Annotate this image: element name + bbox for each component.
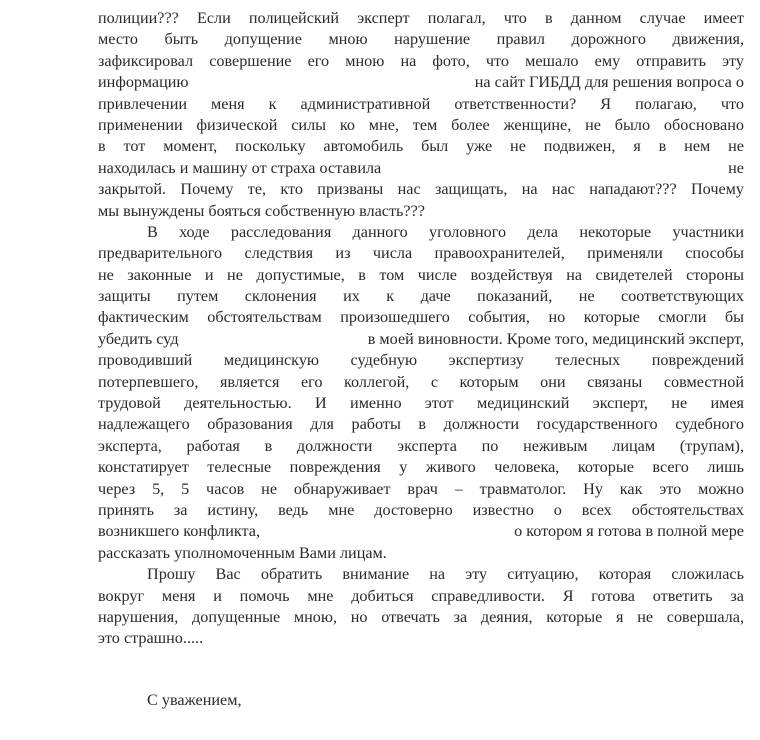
- text-line: предварительного следствия из числа правоохранителей, применяли способы: [98, 244, 744, 263]
- text-fragment-left: информацию: [98, 73, 189, 92]
- text-line: применении физической силы ко мне, тем более женщине, не было обосновано: [98, 115, 744, 134]
- text-line: рассказать уполномоченным Вами лицам.: [98, 543, 387, 562]
- text-line: привлечении меня к административной ответственности? Я полагаю, что: [98, 94, 744, 113]
- text-fragment-right: в моей виновности. Кроме того, медицинский эксперт,: [367, 329, 744, 348]
- text-line: через 5, 5 часов не обнаруживает врач – травматолог. Ну как это можно: [98, 479, 744, 498]
- text-fragment-left: убедить суд: [98, 329, 179, 348]
- document-page: [98, 8, 744, 650]
- text-line: место быть допущение мною нарушение правил дорожного движения,: [98, 30, 744, 49]
- text-line: В ходе расследования данного уголовного дела некоторые участники: [147, 222, 744, 241]
- text-line: надлежащего образования для работы в должности государственного судебного: [98, 415, 744, 434]
- text-line: это страшно.....: [98, 629, 204, 648]
- text-line: мы вынуждены бояться собственную власть???: [98, 201, 425, 220]
- text-line: не законные и не допустимые, в том числе воздействуя на свидетелей стороны: [98, 265, 744, 284]
- text-line: вокруг меня и помочь мне добиться справедливости. Я готова ответить за: [98, 586, 744, 605]
- text-line: полиции??? Если полицейский эксперт полагал, что в данном случае имеет: [98, 9, 744, 27]
- text-line: эксперта, работая в должности эксперта по неживым лицам (трупам),: [98, 436, 744, 455]
- text-line: в тот момент, поскольку автомобиль был уже не подвижен, я в нем не: [98, 137, 744, 156]
- paragraph-2: [98, 222, 744, 564]
- text-fragment-left: возникшего конфликта,: [98, 522, 261, 541]
- text-fragment-right: о котором я готова в полной мере: [514, 522, 744, 541]
- paragraph-1: [98, 8, 744, 222]
- text-fragment-left: находилась и машину от страха оставила: [98, 158, 382, 177]
- text-line: защиты путем склонения их к даче показаний, не соответствующих: [98, 287, 744, 306]
- text-line: констатирует телесные повреждения у живого человека, которые всего лишь: [98, 458, 744, 477]
- text-line: Прошу Вас обратить внимание на эту ситуацию, которая сложилась: [147, 565, 744, 584]
- text-line: нарушения, допущенные мною, но отвечать за деяния, которые я не совершала,: [98, 607, 744, 626]
- text-line: трудовой деятельностью. И именно этот медицинский эксперт, не имея: [98, 394, 744, 413]
- text-line: принять за истину, ведь мне достоверно известно о всех обстоятельствах: [98, 500, 744, 519]
- text-line: зафиксировал совершение его мною на фото, что мешало ему отправить эту: [98, 51, 744, 70]
- text-line: потерпевшего, является его коллегой, с которым они связаны совместной: [98, 372, 744, 391]
- text-fragment-right: не: [728, 158, 744, 177]
- text-line-with-gap: [98, 72, 744, 93]
- closing-salutation: С уважением,: [147, 691, 242, 709]
- text-line-with-gap: [98, 521, 744, 542]
- text-fragment-right: на сайт ГИБДД для решения вопроса о: [474, 73, 744, 92]
- text-line-with-gap: [98, 329, 744, 350]
- text-line: фактическим обстоятельствам произошедшего события, но которые смогли бы: [98, 308, 744, 327]
- text-line: закрытой. Почему те, кто призваны нас защищать, на нас нападают??? Почему: [98, 180, 744, 199]
- text-line: проводивший медицинскую судебную экспертизу телесных повреждений: [98, 351, 744, 370]
- paragraph-3: [98, 564, 744, 650]
- text-line-with-gap: [98, 158, 744, 179]
